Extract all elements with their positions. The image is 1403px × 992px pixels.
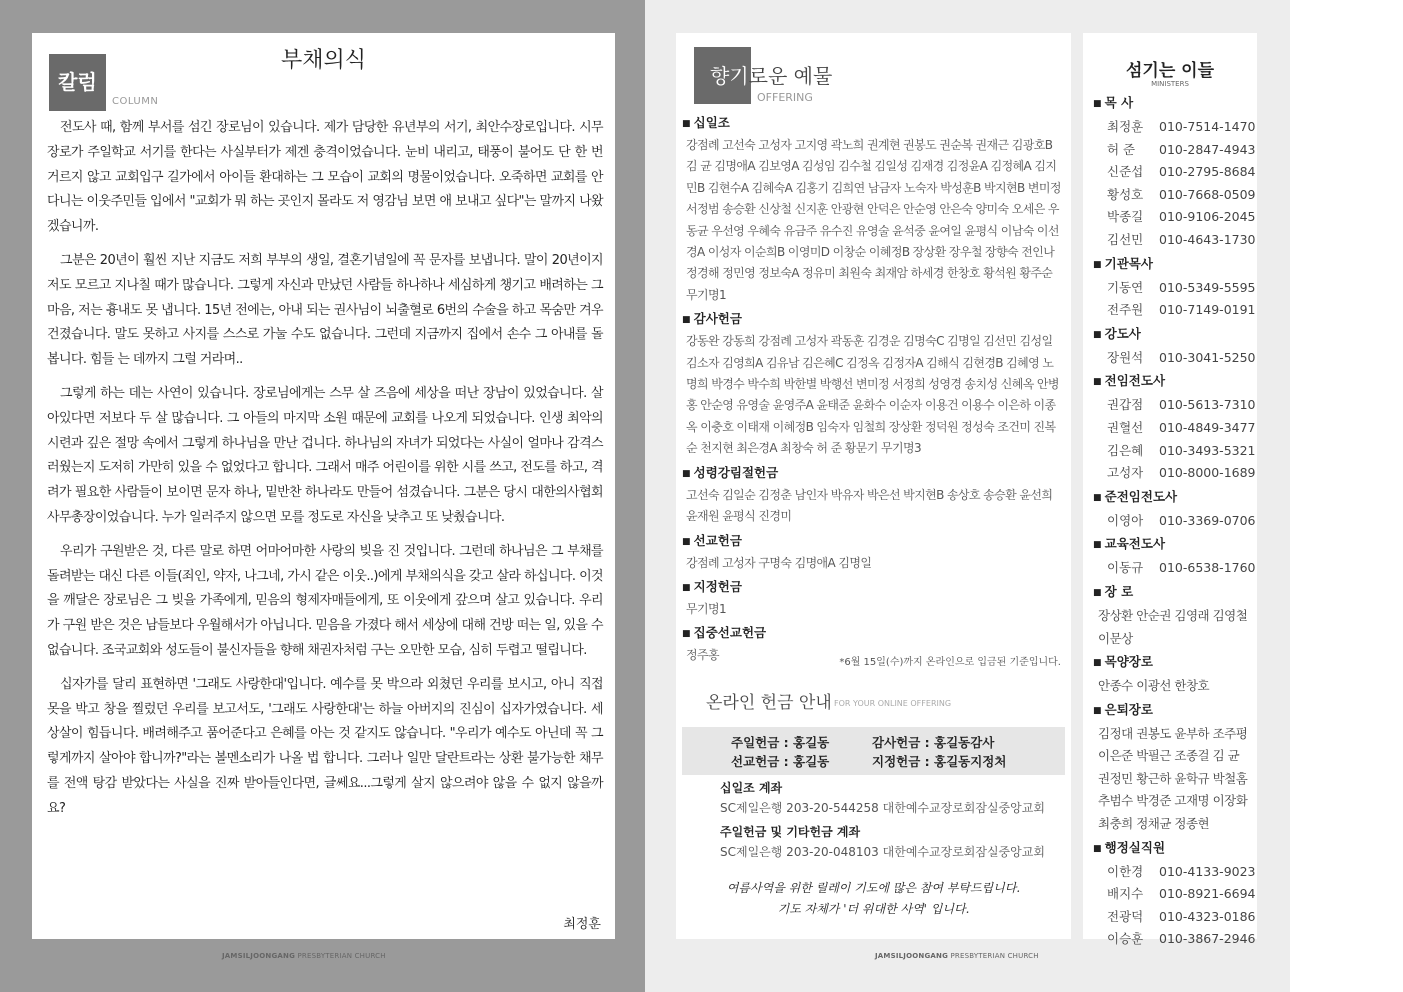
minister-name: 장원석	[1107, 349, 1144, 365]
minister-name: 이동규	[1107, 560, 1144, 576]
minister-name: 신준섭	[1107, 164, 1144, 180]
minister-name: 권혈선	[1107, 419, 1144, 435]
minister-phone: 010-6538-1760	[1159, 560, 1256, 576]
column-paragraph: 우리가 구원받은 것, 다른 말로 하면 어마어마한 사랑의 빚을 진 것입니다. 그런데 하나님은 그 부채를 돌려받는 대신 다른 이들(죄인, 약자, 나그네, 가시 같은 이웃..)에게 부채의식을 갖고 살라 하십니다. 이것을 깨달은 장로님은 그 빚을 가족에게, 믿음의 형제자매들에게, 또 이웃에게 갚으며 살고 있습니다. 우리가 구원 받은 것은 남들보다 우월해서가 아닙니다. 믿음을 가졌다 해서 세상에 대해 건방 떠는 일, 있을 수 없습니다. 조국교회와 성도들이 불신자들을 향해 채권자처럼 구는 오만한 모습, 심히 두렵고 떨립니다.	[47, 543, 603, 658]
minister-name: 김은혜	[1107, 442, 1144, 458]
minister-entry	[1093, 277, 1256, 300]
minister-role: ■ 기관목사	[1093, 252, 1253, 277]
minister-phone: 010-3867-2946	[1159, 931, 1256, 947]
minister-name: 허 준	[1107, 141, 1136, 157]
column-badge-sub: COLUMN	[112, 96, 159, 107]
minister-entry	[1093, 462, 1256, 485]
minister-name: 박종길	[1107, 209, 1144, 225]
section-heading: ■ 지정헌금	[682, 576, 1065, 599]
minister-name: 고성자	[1107, 465, 1144, 481]
footer-right: JAMSILJOONGANG PRESBYTERIAN CHURCH	[875, 952, 1039, 960]
column-paragraph: 십자가를 달리 표현하면 '그래도 사랑한대'입니다. 예수를 못 박으라 외쳤던 우리를 보시고, 아니 직접 못을 박고 창을 찔렀던 우리를 보고서도, '그래도 사랑한대'는 하늘 아버지의 진심이 십자가였습니다. 세상살이 힘듭니다. 배려해주고 품어준다고 은혜를 아는 것 같지도 않습니다. "우리가 예수도 아닌데 꼭 그렇게까지 살아야 합니까?"라는 볼멘소리가 나올 법 합니다. 그러나 일만 달란트라는 상환 불가능한 채무를 전액 탕감 받았다는 사실을 진짜 받아들인다면, 글쎄요...그렇게 살지 않으려야 않을 수 없지 않을까요?	[47, 676, 603, 816]
minister-entry	[1093, 883, 1256, 906]
elder-names: 장상환 안순권 김영래 김영철	[1098, 607, 1248, 623]
column-badge: 칼럼	[49, 54, 106, 111]
minister-name: 권갑점	[1107, 397, 1144, 413]
minister-phone: 010-7514-1470	[1159, 119, 1256, 134]
minister-name: 전광덕	[1107, 908, 1144, 924]
section-names: 강동완 강동희 강점례 고성자 곽동훈 김경운 김명숙C 김명일 김선민 김성일 김소자 김영희A 김유남 김은혜C 김정옥 김정자A 김해식 김현경B 김혜영 노명희 박경수 박수희 박한별 박행선 변미정 서정희 성영경 송치성 신혜옥 안병홍 안순영 유영술 윤영주A 윤태준 윤화수 이순자 이용건 이용수 이은하 이종옥 이충호 이태재 이혜정B 임숙자 임철희 장상환 정덕원 정성숙 조건미 진복순 천지현 최은경A 최창숙 허 준 황문기 무기명3	[686, 334, 1059, 456]
minister-phone: 010-4323-0186	[1159, 908, 1256, 924]
offering-panel	[676, 33, 1071, 939]
minister-name: 황성호	[1107, 186, 1144, 202]
minister-entry	[1093, 139, 1256, 162]
ministers-sub: MINISTERS	[1151, 80, 1189, 88]
section-heading: ■ 선교헌금	[682, 530, 1065, 553]
column-title: 부채의식	[280, 48, 366, 73]
offering-note: *6월 15일(수)까지 온라인으로 입금된 기준입니다.	[839, 657, 1061, 668]
section-names: 정주홍	[686, 648, 719, 663]
minister-phone: 010-3493-5321	[1159, 442, 1256, 458]
section-names: 고선숙 김일순 김정춘 남인자 박유자 박은선 박지현B 송상호 송승환 윤선희 윤재원 윤평식 진경미	[686, 487, 1053, 524]
minister-role: ■ 전임전도사	[1093, 369, 1253, 394]
ministers-panel	[1083, 33, 1257, 947]
account-number: SC제일은행 203-20-048103 대한예수교장로회잠실중앙교회	[720, 845, 1045, 859]
online-offering-box	[682, 727, 1065, 775]
column-author: 최정훈	[563, 917, 601, 932]
minister-name: 기동연	[1107, 279, 1144, 295]
minister-entry	[1093, 417, 1256, 440]
minister-name: 최정훈	[1107, 119, 1144, 134]
minister-name: 배지수	[1107, 886, 1144, 902]
section-names: 강점례 고성자 구명숙 김명애A 김명일	[686, 555, 872, 570]
minister-phone: 010-4643-1730	[1159, 231, 1256, 247]
minister-name: 전주원	[1107, 302, 1144, 318]
section-heading: ■ 감사헌금	[682, 308, 1065, 331]
elder-names: 이은준 박필근 조종걸 김 균	[1098, 748, 1240, 764]
minister-role: ■ 장 로	[1093, 580, 1253, 605]
minister-role: ■ 목 사	[1093, 91, 1253, 116]
minister-entry	[1093, 161, 1256, 184]
minister-name: 이영아	[1107, 512, 1144, 528]
minister-phone: 010-4849-3477	[1159, 419, 1256, 435]
minister-role: ■ 준전임전도사	[1093, 485, 1253, 510]
minister-entry	[1093, 184, 1256, 207]
minister-phone: 010-5349-5595	[1159, 279, 1256, 295]
ministers-title: 섬기는 이들	[1125, 61, 1215, 81]
offering-title: 향기로운 예물	[710, 64, 833, 88]
minister-role: ■ 강도사	[1093, 322, 1253, 347]
online-item: 주일헌금 : 홍길동	[731, 735, 830, 750]
online-title: 온라인 헌금 안내	[706, 693, 832, 713]
minister-phone: 010-8921-6694	[1159, 886, 1256, 902]
section-heading: ■ 집중선교헌금	[682, 622, 1065, 645]
minister-phone: 010-7149-0191	[1159, 302, 1256, 318]
section-heading: ■ 성령강림절헌금	[682, 462, 1065, 485]
elder-names: 추범수 박경준 고재명 이장화	[1098, 793, 1248, 809]
elder-names: 김정대 권봉도 윤부하 조주평	[1098, 725, 1248, 741]
minister-entry	[1093, 394, 1256, 417]
minister-phone: 010-5613-7310	[1159, 397, 1256, 413]
handwritten-note: 여름사역을 위한 릴레이 기도에 많은 참여 부탁드립니다. 기도 자체가 '더 위대한 사역' 입니다.	[726, 881, 1021, 916]
elder-names: 권정민 황근하 윤학규 박철홈	[1098, 770, 1248, 786]
minister-entry	[1093, 861, 1256, 884]
column-body	[47, 116, 603, 831]
minister-name: 이한경	[1107, 863, 1144, 879]
elder-names: 최충희 정채균 정종현	[1098, 816, 1210, 832]
column-paragraph: 그분은 20년이 훨씬 지난 지금도 저희 부부의 생일, 결혼기념일에 꼭 문자를 보냅니다. 말이 20년이지 저도 모르고 지나칠 때가 많습니다. 그렇게 자신과 만났던 사람들 하나하나 세심하게 챙기고 배려하는 그 마음, 저는 흉내도 못 냅니다. 15년 전에는, 아내 되는 권사님이 뇌출혈로 6번의 수술을 하고 목숨만 겨우 건졌습니다. 말도 못하고 사지를 스스로 가눌 수도 없습니다. 그런데 지금까지 집에서 손수 그 아내를 돌봅니다. 힘들 는 데까지 그럴 거라며..	[47, 252, 603, 368]
account-heading: 주일헌금 및 기타헌금 계좌	[720, 825, 861, 839]
minister-entry	[1093, 229, 1256, 252]
minister-entry	[1093, 347, 1256, 370]
minister-phone: 010-7668-0509	[1159, 186, 1256, 202]
account-heading: 십일조 계좌	[720, 781, 783, 795]
section-names: 강점례 고선숙 고성자 고지영 곽노희 권계현 권봉도 권순복 권재근 김광호B 김 균 김명애A 김보영A 김성임 김수철 김일성 김재경 김정윤A 김정혜A 김지민B 김현수A 김혜숙A 김홍기 김희연 남금자 노숙자 박성훈B 박지현B 변미정 서정범 송승환 신상철 신지훈 안광현 안덕은 안순영 안은숙 양미숙 오세은 우동균 우선영 우혜숙 유금주 유수진 유영술 윤석중 윤여일 윤평식 이남숙 이선경A 이성자 이순희B 이영미D 이창순 이혜정B 장상환 장우철 장향숙 전인나 정경해 정민영 정보숙A 정유미 최원숙 최재암 하세경 한창호 황석원 황주순 무기명1	[686, 138, 1061, 302]
minister-role: ■ 목양장로	[1093, 650, 1253, 675]
column-paragraph: 그렇게 하는 데는 사연이 있습니다. 장로님에게는 스무 살 즈음에 세상을 떠난 장남이 있었습니다. 살아있다면 저보다 두 살 많습니다. 그 아들의 마지막 소원 때문에 교회를 나오게 되었습니다. 인생 최악의 시련과 깊은 절망 속에서 그렇게 하나님을 만난 겁니다. 하나님의 자녀가 되었다는 사실이 얼마나 감격스러웠는지 도저히 가만히 있을 수 없었다고 합니다. 그래서 매주 어린이를 위한 시를 쓰고, 전도를 하고, 격려가 필요한 사람들이 보이면 문자 하나, 밑반찬 하나라도 만들어 섬겼습니다. 그분은 당시 대한의사협회 사무총장이었습니다. 누가 일러주지 않으면 모를 정도로 자신을 낮추고 또 낮췄습니다.	[47, 385, 603, 525]
minister-name: 이승훈	[1107, 931, 1144, 947]
account-number: SC제일은행 203-20-544258 대한예수교장로회잠실중앙교회	[720, 801, 1045, 815]
minister-phone: 010-9106-2045	[1159, 209, 1256, 225]
section-names: 무기명1	[686, 601, 727, 616]
minister-role: ■ 교육전도사	[1093, 532, 1253, 557]
online-sub: FOR YOUR ONLINE OFFERING	[834, 699, 952, 708]
minister-role: ■ 은퇴장로	[1093, 698, 1253, 723]
minister-entry	[1093, 557, 1256, 580]
minister-name: 김선민	[1107, 231, 1144, 247]
offering-sub: OFFERING	[757, 91, 813, 104]
minister-phone: 010-3041-5250	[1159, 349, 1256, 365]
footer-left: JAMSILJOONGANG PRESBYTERIAN CHURCH	[222, 952, 386, 960]
minister-phone: 010-8000-1689	[1159, 465, 1256, 481]
minister-entry	[1093, 116, 1256, 139]
column-paragraph: 전도사 때, 함께 부서를 섬긴 장로님이 있습니다. 제가 담당한 유년부의 서기, 최안수장로입니다. 시무장로가 주일학교 서기를 한다는 사실부터가 제겐 충격이었습니다. 눈비 내리고, 태풍이 불어도 단 한 번 거르지 않고 교회입구 길가에서 아이들 환대하는 그 모습이 교회의 명물이었습니다. 오죽하면 교회를 안 다니는 이웃주민들 입에서 "교회가 뭐 하는 곳인지 몰라도 저 영감님 보면 애 보내고 싶다"는 말까지 나왔겠습니까.	[47, 120, 603, 235]
minister-entry	[1093, 440, 1256, 463]
ministers-list	[1093, 91, 1256, 951]
minister-phone: 010-4133-9023	[1159, 863, 1256, 879]
elder-names: 안종수 이광선 한창호	[1098, 678, 1210, 694]
minister-role: ■ 행정실직원	[1093, 836, 1253, 861]
elder-names: 이문상	[1098, 630, 1133, 646]
offering-sections	[682, 112, 1065, 669]
minister-entry	[1093, 510, 1256, 533]
online-item: 지정헌금 : 홍길동지정처	[872, 754, 1007, 769]
minister-entry	[1093, 906, 1256, 929]
margin-background	[1290, 0, 1403, 992]
online-item: 감사헌금 : 홍길동감사	[872, 735, 995, 750]
online-item: 선교헌금 : 홍길동	[731, 754, 830, 769]
column-panel	[32, 33, 615, 939]
minister-entry	[1093, 299, 1256, 322]
section-heading: ■ 십일조	[682, 112, 1065, 135]
minister-phone: 010-2795-8684	[1159, 164, 1256, 180]
minister-entry	[1093, 928, 1256, 951]
minister-phone: 010-2847-4943	[1159, 141, 1256, 157]
minister-phone: 010-3369-0706	[1159, 512, 1256, 528]
minister-entry	[1093, 206, 1256, 229]
